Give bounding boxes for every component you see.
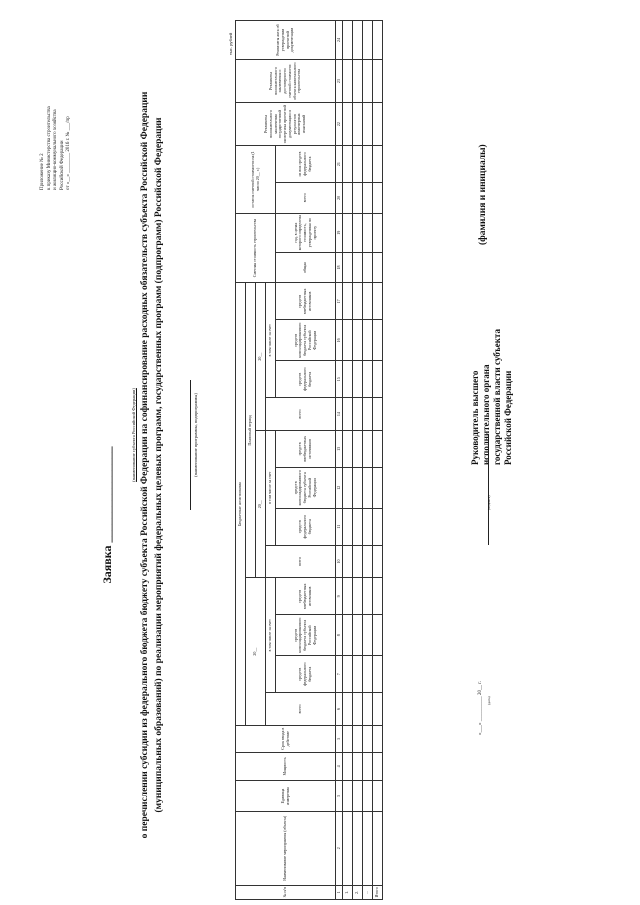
header-planned: Плановый период [246,283,256,578]
header-bal-fed: из них средств федерального бюджета [276,146,336,183]
col-num: 8 [336,615,343,656]
header-incl-3: в том числе за счет [266,283,276,398]
appendix-line-3: и жилищно-коммунального хозяйства [53,109,58,190]
col-num: 22 [336,103,343,146]
col-num: 2 [336,811,343,885]
program-name-line [182,380,191,510]
header-cost-year: год, в ценах которого определена стоимость, утвержденная по проекту [276,213,336,252]
program-caption: (наименование программы, подпрограммы) [193,393,198,477]
column-numbers-row [336,21,343,900]
col-num: 5 [336,725,343,752]
subject-caption: (наименование субъекта Российской Федерации) [131,388,136,482]
appendix-line-4: Российской Федерации [59,140,65,190]
title-line-1: о перечислении субсидии из федерального бюджета бюджету субъекта Российской Федерации на софинансирование расходных обязательств субъекта Российской Федерации [140,91,150,839]
header-cost-total: общая [276,252,336,283]
head-title: Руководитель высшего исполнительного органа государственной власти субъекта Российской Федерации [470,329,513,465]
header-total-3: всего [266,398,336,431]
col-num: 9 [336,578,343,615]
table-row [363,21,373,900]
header-extra-2: средств внебюджетных источников [276,430,336,467]
header-total-2: всего [266,545,336,578]
units-label: тыс. рублей [228,32,233,55]
header-bal-total: всего [276,183,336,214]
header-date: Срок ввода в действие [236,725,336,752]
header-capacity: Мощность [236,752,336,781]
header-total-1: всего [266,693,336,726]
col-num: 24 [336,21,343,60]
document-title: Заявка ________________ [100,446,114,584]
header-fed-2: средств федерального бюджета [276,508,336,545]
header-name: Наименование мероприятия (объекта) [236,811,336,885]
appendix-line-1: Приложение № 2 [40,153,45,190]
header-cons-1: средств консолидированного бюджета субъекта Российской Федерации [276,615,336,656]
col-num: 1 [336,885,343,899]
appendix-note [40,60,73,190]
row-number: 1. [343,885,353,899]
header-year-plan-1: 20__ [256,430,266,577]
header-year-plan-2: 20__ [256,283,266,431]
header-cost: Сметная стоимость строительства [236,213,276,283]
signature-line [484,435,489,545]
header-year-current: 20__ [246,578,266,725]
col-num: 17 [336,283,343,320]
header-extra-1: средств внебюджетных источников [276,578,336,615]
col-num: 15 [336,361,343,398]
row-number: 2. [353,885,363,899]
col-num: 21 [336,146,343,183]
col-num: 11 [336,508,343,545]
header-incl-1: в том числе за счет [266,578,276,693]
appendix-line-2: к приказу Министерства строительства [46,106,52,190]
signature-caption: (подпись) [487,495,491,510]
header-incl-2: в том числе за счет [266,430,276,545]
col-num: 20 [336,183,343,214]
fio-label: (фамилия и инициалы) [478,144,488,245]
table-row [343,21,353,900]
col-num: 10 [336,545,343,578]
request-table-wrapper [235,20,383,900]
col-num: 18 [336,252,343,283]
header-fed-3: средств федерального бюджета [276,361,336,398]
row-total-label: Итого [373,885,383,899]
title-line-2: (муниципальных образований) по реализации мероприятий федеральных целевых программ, государственных программ (подпрограмм) Российской Федерации [154,117,164,813]
header-cons-3: средств консолидированного бюджета субъекта Российской Федерации [276,320,336,361]
header-reliability: Реквизиты положительного заключения о достоверности сметной стоимости объекта капитального строительства [236,60,336,103]
header-no: № п/п [236,885,336,899]
col-num: 4 [336,752,343,781]
header-balance: остаток сметной стоимости на (1 число 20__ г.) [236,146,276,214]
col-num: 19 [336,213,343,252]
row-number: ... [363,885,373,899]
date-line: «___» __________ 20__ г. [478,681,483,735]
table-row-total [373,21,383,900]
header-expertise: Реквизиты положительного заключения государственной экспертизы проектной документации и результатов инженерных изысканий [236,103,336,146]
col-num: 6 [336,693,343,726]
date-caption: (дата) [487,696,491,705]
header-fed-1: средств федерального бюджета [276,656,336,693]
header-unit: Единица измерения [236,781,336,812]
col-num: 23 [336,60,343,103]
appendix-line-5: от «__» ________ 2016 г. № ___/пр [66,116,71,190]
table-row [353,21,363,900]
header-act: Реквизиты акта об утверждении проектной документации [236,21,336,60]
col-num: 12 [336,467,343,508]
header-cons-2: средств консолидированного бюджета субъекта Российской Федерации [276,467,336,508]
col-num: 7 [336,656,343,693]
header-extra-3: средств внебюджетных источников [276,283,336,320]
col-num: 13 [336,430,343,467]
request-table [235,20,383,900]
col-num: 3 [336,781,343,812]
col-num: 16 [336,320,343,361]
col-num: 14 [336,398,343,431]
header-budget: Бюджетные ассигнования [236,283,246,726]
